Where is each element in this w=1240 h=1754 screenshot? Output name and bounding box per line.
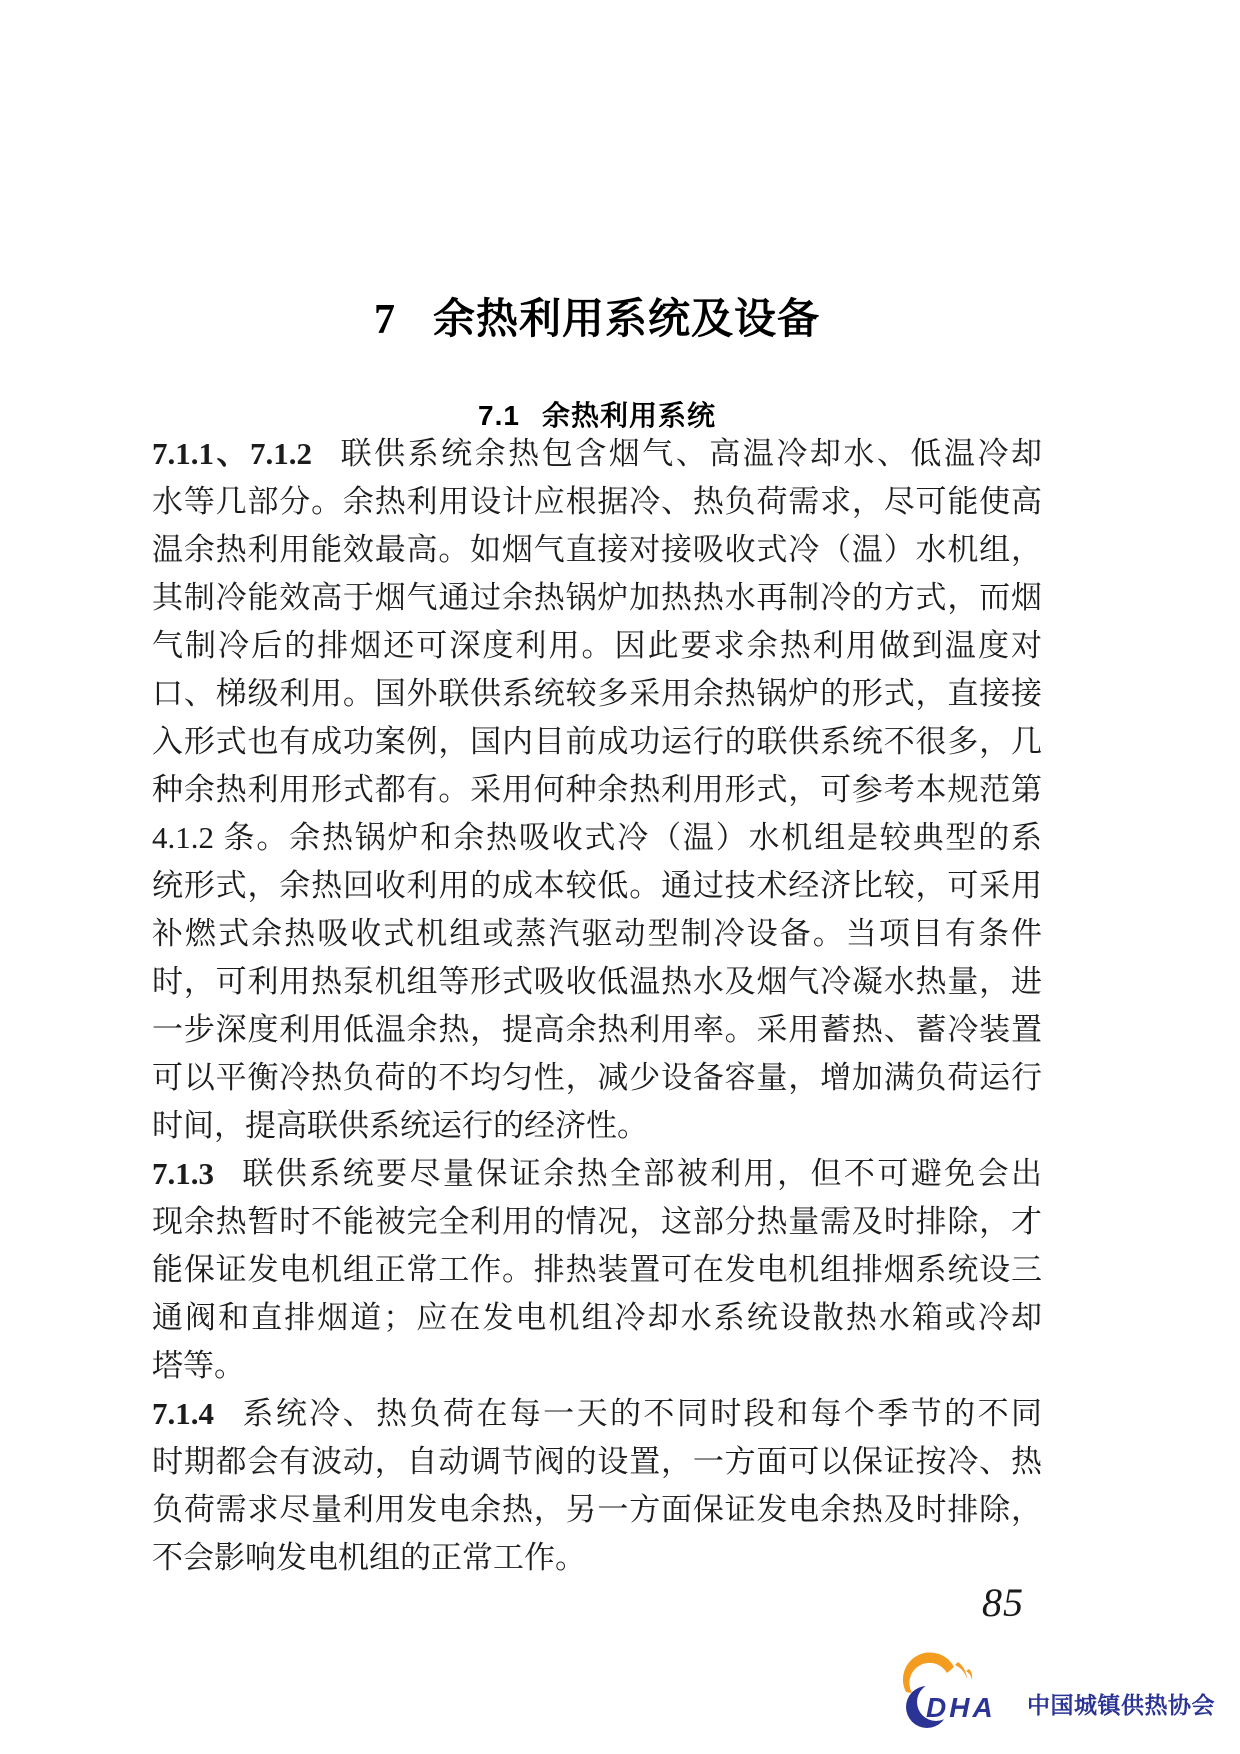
clause-line [152, 1342, 1042, 1390]
clause-line [152, 1534, 1042, 1582]
clause-line-text: 一步深度利用低温余热，提高余热利用率。采用蓄热、蓄冷装置 [152, 1012, 1042, 1047]
clause-line [152, 910, 1042, 958]
clause-line-text: 通阀和直排烟道；应在发电机组冷却水系统设散热水箱或冷却 [152, 1300, 1042, 1335]
clause-number: 7.1.3 [152, 1156, 214, 1191]
clause-line [152, 718, 1042, 766]
clause-line [152, 862, 1042, 910]
clause-line [152, 1102, 1042, 1150]
clause-continuation [152, 1438, 1042, 1582]
clause-line-text: 时期都会有波动，自动调节阀的设置，一方面可以保证按冷、热 [152, 1444, 1042, 1479]
clause-line-text: 能保证发电机组正常工作。排热装置可在发电机组排烟系统设三 [152, 1252, 1042, 1287]
clause-line [152, 574, 1042, 622]
clause-line-text: 时，可利用热泵机组等形式吸收低温热水及烟气冷凝水热量，进 [152, 964, 1042, 999]
clause-line-text: 联供系统要尽量保证余热全部被利用，但不可避免会出 [240, 1156, 1042, 1191]
clause-line [152, 478, 1042, 526]
chapter-number: 7 [373, 297, 395, 343]
clause-number: 7.1.1、7.1.2 [152, 436, 313, 471]
association-name: 中国城镇供热协会 [1027, 1692, 1215, 1718]
clause-line [152, 1390, 1042, 1438]
clause-continuation [152, 1198, 1042, 1390]
clause-paragraph [152, 1390, 1042, 1582]
clause-line-text: 现余热暂时不能被完全利用的情况，这部分热量需及时排除，才 [152, 1204, 1042, 1239]
clause-line [152, 622, 1042, 670]
clause-line [152, 1486, 1042, 1534]
clause-line-text: 种余热利用形式都有。采用何种余热利用形式，可参考本规范第 [152, 772, 1042, 807]
association-logo [896, 1652, 1240, 1736]
clause-line-text: 时间，提高联供系统运行的经济性。 [152, 1108, 648, 1143]
chapter-name: 余热利用系统及设备 [432, 297, 820, 343]
clause-line-text: 水等几部分。余热利用设计应根据冷、热负荷需求，尽可能使高 [152, 484, 1042, 519]
clause-line-text: 不会影响发电机组的正常工作。 [152, 1540, 586, 1575]
clause-paragraph [152, 1150, 1042, 1390]
clause-line [152, 958, 1042, 1006]
clause-text-block [152, 430, 1042, 1582]
clause-line-text: 塔等。 [152, 1348, 245, 1383]
clause-line [152, 814, 1042, 862]
chapter-title [152, 286, 1042, 346]
clause-line-text: 补燃式余热吸收式机组或蒸汽驱动型制冷设备。当项目有条件 [152, 916, 1042, 951]
clause-line [152, 1246, 1042, 1294]
clause-line-text: 系统冷、热负荷在每一天的不同时段和每个季节的不同 [240, 1396, 1042, 1431]
logo-swoosh-tail [955, 1662, 967, 1679]
clause-line-text: 气制冷后的排烟还可深度利用。因此要求余热利用做到温度对 [152, 628, 1042, 663]
clause-line [152, 1294, 1042, 1342]
cdha-logo-icon [896, 1652, 1016, 1736]
clause-line [152, 1438, 1042, 1486]
logo-abbr-text: DHA [926, 1692, 996, 1723]
clause-continuation [152, 478, 1042, 1150]
clause-line [152, 766, 1042, 814]
clause-line [152, 430, 1042, 478]
clause-number: 7.1.4 [152, 1396, 214, 1431]
clause-line-text: 可以平衡冷热负荷的不均匀性，减少设备容量，增加满负荷运行 [152, 1060, 1042, 1095]
clause-line-text: 统形式，余热回收利用的成本较低。通过技术经济比较，可采用 [152, 868, 1042, 903]
clause-line-text: 联供系统余热包含烟气、高温冷却水、低温冷却 [338, 436, 1043, 471]
clause-line-text: 入形式也有成功案例，国内目前成功运行的联供系统不很多，几 [152, 724, 1042, 759]
clause-line-text: 口、梯级利用。国外联供系统较多采用余热锅炉的形式，直接接 [152, 676, 1042, 711]
clause-line-text: 4.1.2 条。余热锅炉和余热吸收式冷（温）水机组是较典型的系 [152, 820, 1042, 855]
clause-line [152, 670, 1042, 718]
clause-line [152, 1054, 1042, 1102]
clause-line-text: 负荷需求尽量利用发电余热，另一方面保证发电余热及时排除， [152, 1492, 1042, 1527]
clause-paragraph [152, 430, 1042, 1150]
clause-line-text: 温余热利用能效最高。如烟气直接对接吸收式冷（温）水机组， [152, 532, 1042, 567]
page-number: 85 [982, 1580, 1024, 1625]
section-number: 7.1 [478, 400, 520, 431]
section-name: 余热利用系统 [541, 400, 716, 431]
clause-line-text: 其制冷能效高于烟气通过余热锅炉加热热水再制冷的方式，而烟 [152, 580, 1042, 615]
section-title [152, 394, 1042, 434]
clause-line [152, 1198, 1042, 1246]
clause-line [152, 1150, 1042, 1198]
clause-line [152, 526, 1042, 574]
clause-line [152, 1006, 1042, 1054]
